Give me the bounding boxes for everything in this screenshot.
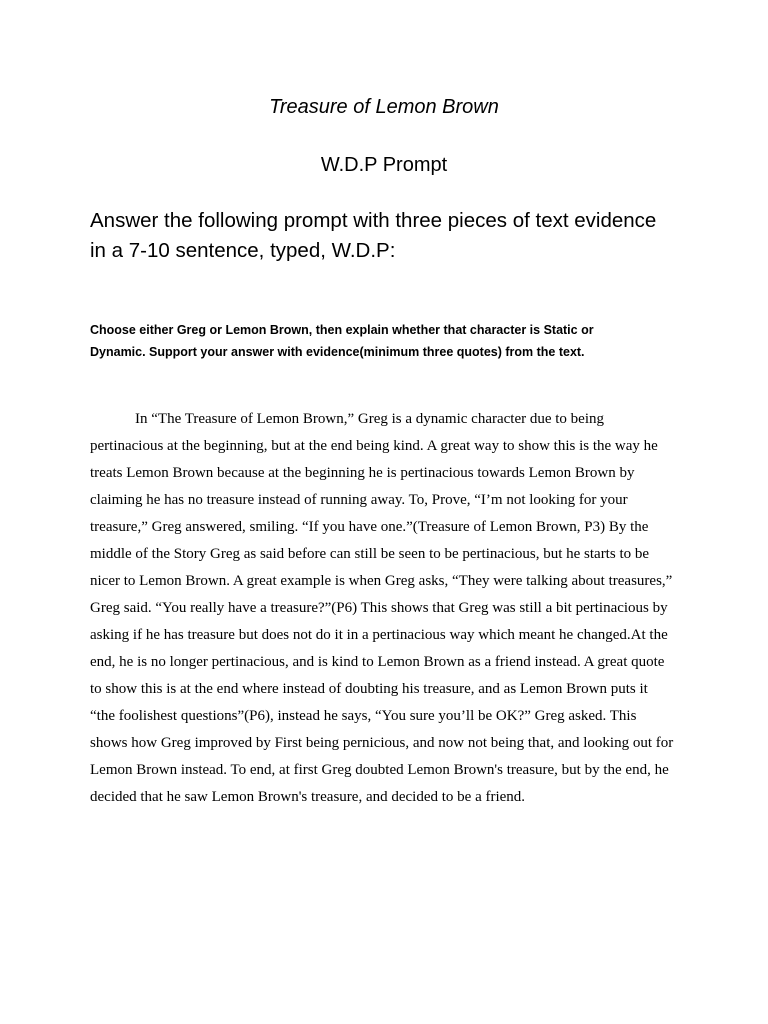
- instruction-paragraph: [90, 319, 690, 363]
- essay-line: Lemon Brown instead. To end, at first Greg doubted Lemon Brown's treasure, but by the end, he: [90, 762, 669, 778]
- essay-line: to show this is at the end where instead of doubting his treasure, and as Lemon Brown puts it: [90, 681, 648, 697]
- essay-line: middle of the Story Greg as said before can still be seen to be pertinacious, but he starts to be: [90, 546, 650, 562]
- essay-line: decided that he saw Lemon Brown's treasure, and decided to be a friend.: [90, 789, 526, 805]
- essay-line: pertinacious at the beginning, but at the end being kind. A great way to show this is the way he: [90, 438, 658, 454]
- instruction-line: Dynamic. Support your answer with evidence(minimum three quotes) from the text.: [90, 345, 585, 359]
- essay-line: treats Lemon Brown because at the beginning he is pertinacious towards Lemon Brown by: [90, 465, 635, 481]
- essay-line: treasure,” Greg answered, smiling. “If you have one.”(Treasure of Lemon Brown, P3) By the: [90, 519, 649, 535]
- essay-line: claiming he has no treasure instead of running away. To, Prove, “I’m not looking for your: [90, 492, 628, 508]
- essay-line: In “The Treasure of Lemon Brown,” Greg is a dynamic character due to being: [135, 411, 605, 427]
- document-subtitle: W.D.P Prompt: [320, 154, 448, 176]
- essay-line: asking if he has treasure but does not do it in a pertinacious way which meant he changed.At the: [90, 627, 668, 643]
- essay-line: end, he is no longer pertinacious, and is kind to Lemon Brown as a friend instead. A great quote: [90, 654, 665, 670]
- prompt-line: Answer the following prompt with three pieces of text evidence: [90, 209, 657, 232]
- essay-line: “the foolishest questions”(P6), instead he says, “You sure you’ll be OK?” Greg asked. This: [90, 708, 637, 724]
- prompt-line: in a 7-10 sentence, typed, W.D.P:: [90, 239, 396, 262]
- document-title: Treasure of Lemon Brown: [269, 96, 499, 118]
- essay-paragraph: [90, 406, 680, 811]
- instruction-line: Choose either Greg or Lemon Brown, then explain whether that character is Static or: [90, 323, 594, 337]
- essay-line: Greg said. “You really have a treasure?”(P6) This shows that Greg was still a bit pertinacious by: [90, 600, 668, 616]
- essay-line: shows how Greg improved by First being pernicious, and now not being that, and looking out for: [90, 735, 674, 751]
- essay-line: nicer to Lemon Brown. A great example is when Greg asks, “They were talking about treasures,”: [90, 573, 673, 589]
- prompt-paragraph: [90, 206, 710, 266]
